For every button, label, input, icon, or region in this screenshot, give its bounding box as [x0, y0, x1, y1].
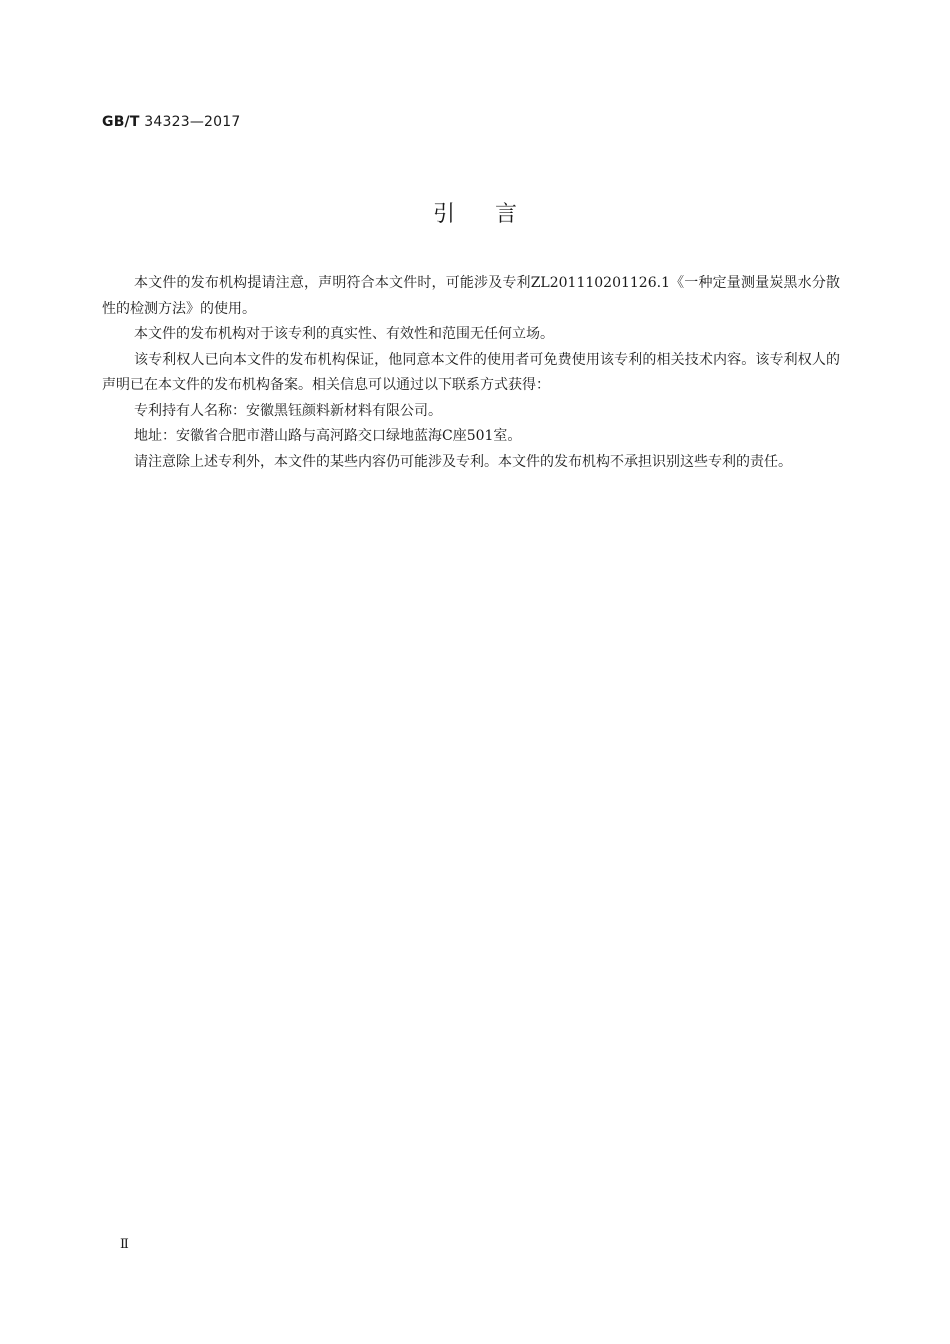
paragraph-holder-address: 地址：安徽省合肥市潜山路与高河路交口绿地蓝海C座501室。 [134, 428, 522, 444]
paragraph-patent-notice: 本文件的发布机构提请注意，声明符合本文件时，可能涉及专利ZL201110201126.1《一种定量测量炭黑水分散性的检测方法》的使用。 [102, 275, 840, 317]
standard-prefix: GB/T [102, 114, 140, 130]
paragraph-holder-name: 专利持有人名称：安徽黑钰颜料新材料有限公司。 [134, 402, 442, 419]
body-text [102, 271, 840, 475]
paragraph-holder-guarantee: 该专利权人已向本文件的发布机构保证，他同意本文件的使用者可免费使用该专利的相关技术内容。该专利权人的声明已在本文件的发布机构备案。相关信息可以通过以下联系方式获得： [102, 351, 840, 393]
page-header [102, 114, 240, 130]
paragraph-other-patents: 请注意除上述专利外，本文件的某些内容仍可能涉及专利。本文件的发布机构不承担识别这些专利的责任。 [134, 453, 792, 470]
standard-number: 34323—2017 [144, 114, 241, 130]
paragraph-no-position: 本文件的发布机构对于该专利的真实性、有效性和范围无任何立场。 [134, 326, 554, 342]
page-number: Ⅱ [120, 1237, 129, 1252]
section-title: 引言 [432, 202, 557, 227]
